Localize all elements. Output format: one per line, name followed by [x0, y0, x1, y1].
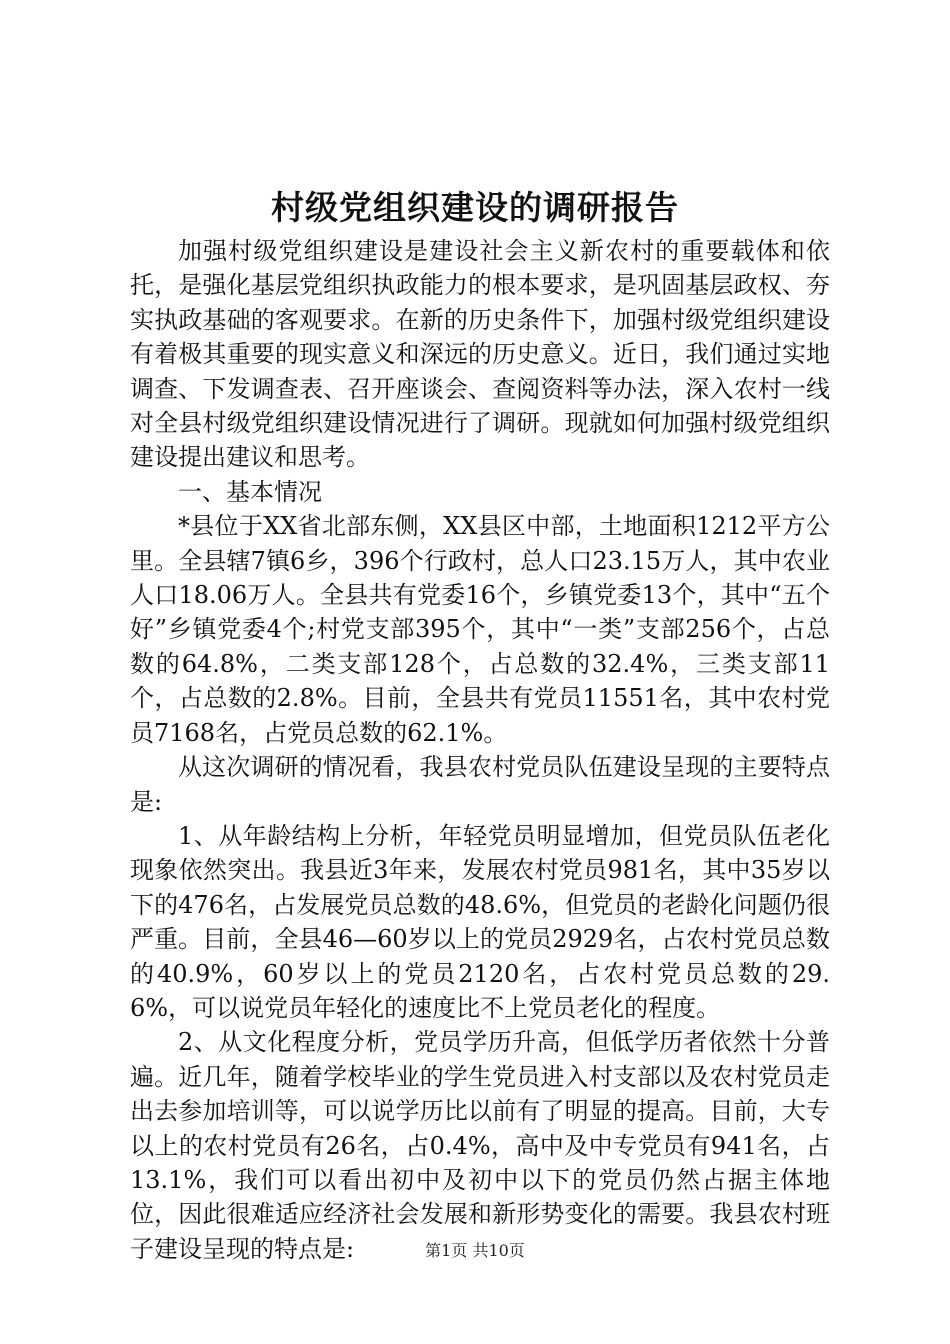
paragraph-intro: 加强村级党组织建设是建设社会主义新农村的重要载体和依托，是强化基层党组织执政能力的根本要求，是巩固基层政权、夯实执政基础的客观要求。在新的历史条件下，加强村级党组织建设有着极其重要的现实意义和深远的历史意义。近日，我们通过实地调查、下发调查表、召开座谈会、查阅资料等办法，深入农村一线对全县村级党组织建设情况进行了调研。现就如何加强村级党组织建设提出建议和思考。	[130, 237, 830, 472]
document-title: 村级党组织建设的调研报告	[271, 188, 679, 227]
document-body	[130, 234, 830, 1266]
section-heading-basic: 一、基本情况	[178, 477, 322, 506]
paragraph-county-overview: *县位于XX省北部东侧，XX县区中部，土地面积1212平方公里。全县辖7镇6乡，396个行政村，总人口23.15万人，其中农业人口18.06万人。全县共有党委16个，乡镇党委13个，其中“五个好”乡镇党委4个;村党支部395个，其中“一类”支部256个，占总数的64.8%，二类支部128个，占总数的32.4%，三类支部11个，占总数的2.8%。目前，全县共有党员11551名，其中农村党员7168名，占党员总数的62.1%。	[130, 512, 830, 747]
paragraph-features-intro: 从这次调研的情况看，我县农村党员队伍建设呈现的主要特点是:	[130, 753, 830, 816]
paragraph-age-structure: 1、从年龄结构上分析，年轻党员明显增加，但党员队伍老化现象依然突出。我县近3年来，发展农村党员981名，其中35岁以下的476名，占发展党员总数的48.6%，但党员的老龄化问题仍很严重。目前，全县46—60岁以上的党员2929名，占农村党员总数的40.9%，60岁以上的党员2120名，占农村党员总数的29.6%，可以说党员年轻化的速度比不上党员老化的程度。	[130, 821, 830, 1022]
paragraph-education-level: 2、从文化程度分析，党员学历升高，但低学历者依然十分普遍。近几年，随着学校毕业的学生党员进入村支部以及农村党员走出去参加培训等，可以说学历比以前有了明显的提高。目前，大专以上的农村党员有26名，占0.4%，高中及中专党员有941名，占13.1%，我们可以看出初中及初中以下的党员仍然占据主体地位，因此很难适应经济社会发展和新形势变化的需要。我县农村班子建设呈现的特点是:	[130, 1028, 830, 1263]
page-footer: 第1页 共10页	[425, 1241, 525, 1260]
